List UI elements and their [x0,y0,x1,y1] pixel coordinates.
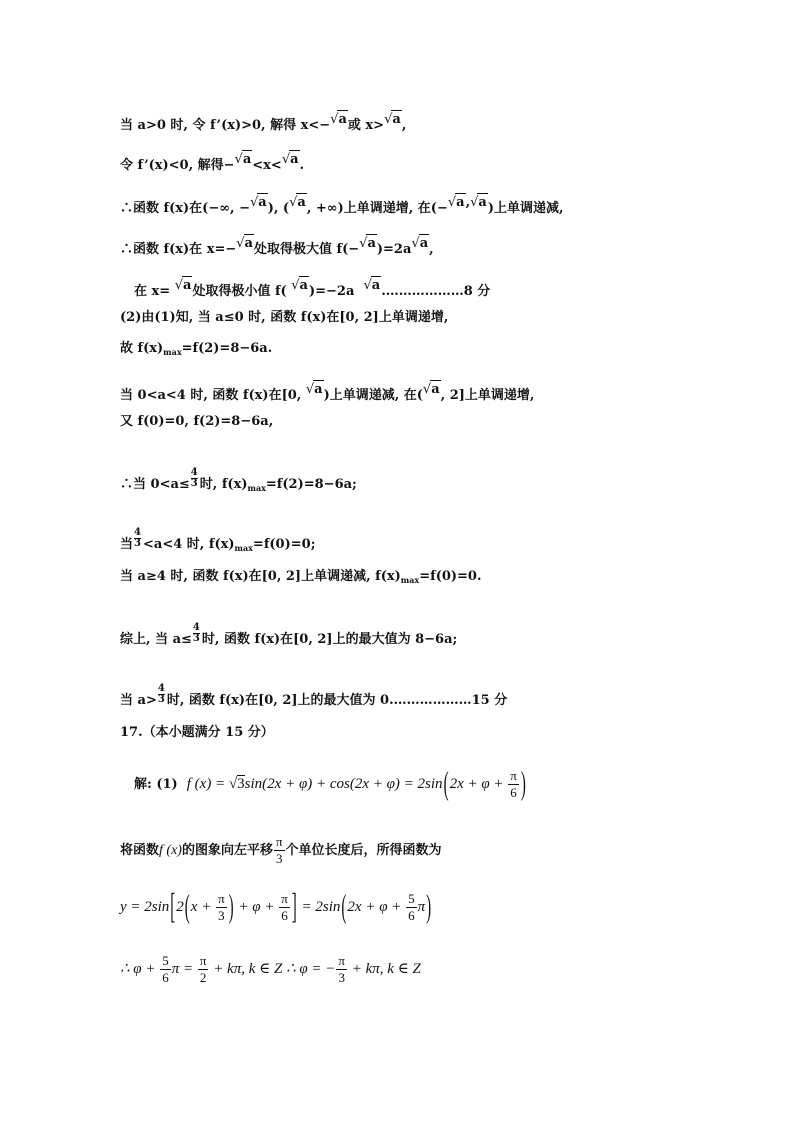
text: 处取得极大值 f(− [253,242,360,257]
text: <x< [252,158,282,173]
solution-line-11: 当 $\frac{4}{3}$ <a<4 时, $f(x)_{max}=f(0)=0$; [120,527,316,553]
solution-17-line-3: y = 2sin[2(x + $\frac{\pi}{3}$ ) + φ + $\frac{\pi}{6}$ ] = 2sin(2x + φ + $\frac{5}{6}$ π) [120,888,432,927]
text: 处取得极小值 f( [192,284,287,299]
solution-line-4 [120,236,434,259]
solution-line-9: 又 f(0)=0, f(2)=8−6a, [120,414,274,429]
sqrt-a: √a [330,112,347,127]
text: 当 a>0 时, 令 f’(x)>0, 解得 x<− [120,118,331,133]
sqrt-a: √a [234,152,252,167]
text: 令 f’(x)<0, 解得− [120,158,235,173]
solution-17-line-4: ∴ φ + $\frac{5}{6}$ π = $\frac{\pi}{2}$ + kπ, k ∈ Z ∴ φ = − $\frac{\pi}{3}$ + kπ, k ∈ Z [120,953,421,986]
solution-line-14: 当 a> $\frac{4}{3}$ 时, 函数 f(x)在[0, 2]上的最大值为 0.………………15 分 [120,683,508,708]
sqrt-a: √a [411,236,429,251]
sqrt-a: √a [305,382,323,397]
text: .………………8 分 [381,284,491,299]
sqrt-a: √a [289,195,306,210]
solution-17-line-2: 将函数f (x)的图象向左平移 $\frac{\pi}{3}$ 个单位长度后，所得函数为 [120,834,442,866]
sqrt-a: √a [250,195,267,210]
text: 在 x= [134,284,171,299]
text: )=2a [376,242,412,257]
sqrt-a: √a [281,152,299,167]
solution-line-6: (2)由(1)知, 当 a≤0 时, 函数 f(x)在[0, 2]上单调递增, [120,310,449,325]
solution-line-1 [120,112,407,135]
sqrt-a: √a [174,278,192,293]
solution-line-5 [134,278,491,301]
solution-line-10: ∴当 0<a≤ $\frac{4}{3}$ 时, $f(x)_{max}=f(2)=8-6a$; [120,467,357,493]
text: )上单调递减, [487,201,564,216]
text: , [465,195,471,210]
text: , [401,118,407,133]
text: )=−2a [308,284,355,299]
solution-17-line-1: 解: (1) f (x) = √3sin(2x + φ) + cos(2x + φ) = 2sin(2x + φ + $\frac{\pi}{6}$ ) [134,766,526,803]
sqrt-a: √a [363,278,381,293]
text: 或 x> [347,118,385,133]
text: ∴函数 f(x)在 x=− [120,242,237,257]
solution-line-2 [120,152,305,175]
problem-17-heading: 17.（本小题满分 15 分） [120,725,274,740]
sqrt-a: √a [470,195,487,210]
text: ∴函数 f(x)在(−∞, − [120,201,250,216]
sqrt-a: √a [359,236,376,251]
text: , [429,242,434,257]
solution-line-7: 故 $f(x)_{max}=f(2)=8-6a$. [120,341,273,357]
solution-line-13: 综上, 当 a≤ $\frac{4}{3}$ 时, 函数 f(x)在[0, 2]上的最大值为 8−6a; [120,622,458,647]
sqrt-a: √a [422,382,440,397]
sqrt-a: √a [384,112,401,127]
text: , +∞)上单调递增, 在(− [306,201,448,216]
solution-line-8: 当 0<a<4 时, 函数 f(x)在[0, √a)上单调递减, 在(√a, 2]上单调递增, [120,382,535,403]
sqrt-a: √a [291,278,308,293]
solution-line-12: 当 a≥4 时, 函数 f(x)在[0, 2]上单调递减, $f(x)_{max}=f(0)=0$. [120,569,482,585]
text: ), ( [267,201,290,216]
sqrt-a: √a [236,236,253,251]
sqrt-a: √a [447,195,465,210]
solution-line-3 [120,195,564,218]
text: . [299,158,305,173]
